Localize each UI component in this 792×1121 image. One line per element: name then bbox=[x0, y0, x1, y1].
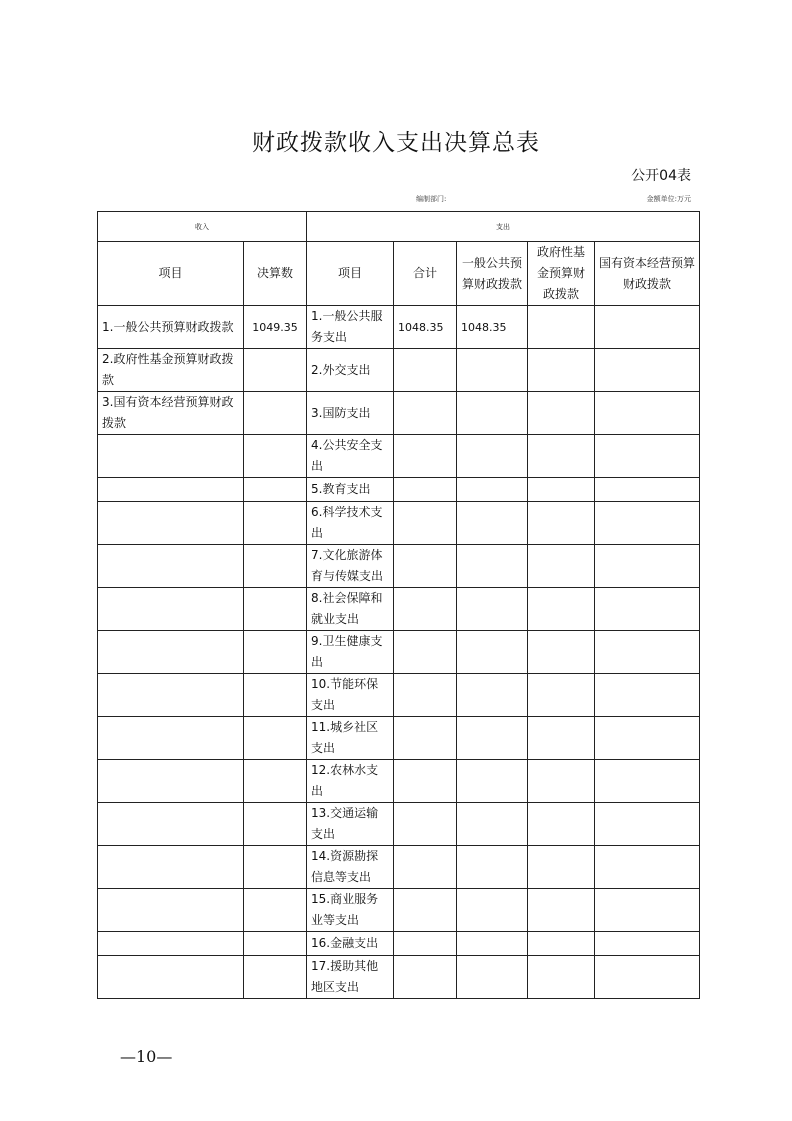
income-amount-cell bbox=[244, 803, 307, 846]
income-item-cell bbox=[98, 435, 244, 478]
state-capital-cell bbox=[595, 803, 700, 846]
total-cell: 1048.35 bbox=[394, 306, 457, 349]
total-cell bbox=[394, 889, 457, 932]
income-amount-cell bbox=[244, 478, 307, 502]
income-item-cell bbox=[98, 846, 244, 889]
table-row bbox=[98, 760, 700, 803]
income-amount-cell bbox=[244, 717, 307, 760]
total-cell bbox=[394, 502, 457, 545]
state-capital-cell bbox=[595, 545, 700, 588]
income-item-cell bbox=[98, 588, 244, 631]
gov-fund-cell bbox=[528, 478, 595, 502]
total-cell bbox=[394, 674, 457, 717]
general-budget-cell bbox=[457, 478, 528, 502]
income-amount-header: 决算数 bbox=[244, 242, 307, 306]
income-item-cell bbox=[98, 760, 244, 803]
expense-item-cell: 10.节能环保支出 bbox=[307, 674, 394, 717]
gov-fund-cell bbox=[528, 846, 595, 889]
gov-fund-cell bbox=[528, 674, 595, 717]
state-capital-cell bbox=[595, 932, 700, 956]
total-cell bbox=[394, 956, 457, 999]
expense-item-cell: 15.商业服务业等支出 bbox=[307, 889, 394, 932]
general-budget-header: 一般公共预算财政拨款 bbox=[457, 242, 528, 306]
expense-item-cell: 7.文化旅游体育与传媒支出 bbox=[307, 545, 394, 588]
income-item-cell bbox=[98, 932, 244, 956]
income-amount-cell bbox=[244, 502, 307, 545]
page-number: —10— bbox=[120, 1047, 173, 1066]
expense-item-cell: 6.科学技术支出 bbox=[307, 502, 394, 545]
state-capital-cell bbox=[595, 760, 700, 803]
income-item-cell bbox=[98, 478, 244, 502]
general-budget-cell bbox=[457, 717, 528, 760]
general-budget-cell bbox=[457, 760, 528, 803]
expense-item-header: 项目 bbox=[307, 242, 394, 306]
general-budget-cell bbox=[457, 674, 528, 717]
state-capital-cell bbox=[595, 392, 700, 435]
income-item-cell bbox=[98, 545, 244, 588]
gov-fund-cell bbox=[528, 803, 595, 846]
expense-item-cell: 16.金融支出 bbox=[307, 932, 394, 956]
state-capital-cell bbox=[595, 889, 700, 932]
income-amount-cell bbox=[244, 545, 307, 588]
general-budget-cell bbox=[457, 502, 528, 545]
expense-item-cell: 13.交通运输支出 bbox=[307, 803, 394, 846]
state-capital-cell bbox=[595, 956, 700, 999]
general-budget-cell bbox=[457, 435, 528, 478]
compiling-org-label: 编制部门: bbox=[416, 195, 447, 203]
income-item-cell bbox=[98, 889, 244, 932]
table-row bbox=[98, 392, 700, 435]
table-row bbox=[98, 674, 700, 717]
state-capital-cell bbox=[595, 435, 700, 478]
expense-item-cell: 4.公共安全支出 bbox=[307, 435, 394, 478]
state-capital-cell bbox=[595, 631, 700, 674]
income-amount-cell bbox=[244, 956, 307, 999]
expense-group-header: 支出 bbox=[307, 212, 700, 242]
income-amount-cell bbox=[244, 588, 307, 631]
gov-fund-cell bbox=[528, 717, 595, 760]
income-item-header: 项目 bbox=[98, 242, 244, 306]
table-row bbox=[98, 932, 700, 956]
income-amount-cell bbox=[244, 435, 307, 478]
income-item-cell bbox=[98, 502, 244, 545]
income-amount-cell bbox=[244, 932, 307, 956]
gov-fund-cell bbox=[528, 588, 595, 631]
page-title: 财政拨款收入支出决算总表 bbox=[252, 130, 540, 156]
state-capital-cell bbox=[595, 349, 700, 392]
income-amount-cell bbox=[244, 349, 307, 392]
state-capital-cell bbox=[595, 502, 700, 545]
table-row bbox=[98, 956, 700, 999]
gov-fund-header: 政府性基金预算财政拨款 bbox=[528, 242, 595, 306]
income-item-cell bbox=[98, 956, 244, 999]
expense-item-cell: 12.农林水支出 bbox=[307, 760, 394, 803]
table-row bbox=[98, 478, 700, 502]
general-budget-cell bbox=[457, 392, 528, 435]
gov-fund-cell bbox=[528, 956, 595, 999]
income-group-header: 收入 bbox=[98, 212, 307, 242]
total-cell bbox=[394, 631, 457, 674]
general-budget-cell bbox=[457, 889, 528, 932]
total-cell bbox=[394, 803, 457, 846]
total-cell bbox=[394, 932, 457, 956]
table-row bbox=[98, 631, 700, 674]
state-capital-cell bbox=[595, 846, 700, 889]
income-item-cell: 3.国有资本经营预算财政拨款 bbox=[98, 392, 244, 435]
total-header: 合计 bbox=[394, 242, 457, 306]
amount-unit-label: 金额单位:万元 bbox=[646, 195, 691, 203]
general-budget-cell bbox=[457, 803, 528, 846]
income-item-cell bbox=[98, 803, 244, 846]
income-amount-cell bbox=[244, 889, 307, 932]
table-row bbox=[98, 306, 700, 349]
state-capital-cell bbox=[595, 588, 700, 631]
form-number: 公开04表 bbox=[631, 168, 691, 184]
expense-item-cell: 8.社会保障和就业支出 bbox=[307, 588, 394, 631]
state-capital-cell bbox=[595, 478, 700, 502]
expense-item-cell: 9.卫生健康支出 bbox=[307, 631, 394, 674]
income-amount-cell bbox=[244, 392, 307, 435]
gov-fund-cell bbox=[528, 349, 595, 392]
budget-table bbox=[97, 211, 700, 999]
income-amount-cell bbox=[244, 674, 307, 717]
general-budget-cell bbox=[457, 545, 528, 588]
total-cell bbox=[394, 349, 457, 392]
general-budget-cell bbox=[457, 932, 528, 956]
income-item-cell bbox=[98, 674, 244, 717]
general-budget-cell bbox=[457, 588, 528, 631]
state-capital-header: 国有资本经营预算财政拨款 bbox=[595, 242, 700, 306]
expense-item-cell: 17.援助其他地区支出 bbox=[307, 956, 394, 999]
expense-item-cell: 1.一般公共服务支出 bbox=[307, 306, 394, 349]
total-cell bbox=[394, 435, 457, 478]
gov-fund-cell bbox=[528, 631, 595, 674]
gov-fund-cell bbox=[528, 760, 595, 803]
table-row bbox=[98, 435, 700, 478]
total-cell bbox=[394, 392, 457, 435]
income-amount-cell bbox=[244, 631, 307, 674]
total-cell bbox=[394, 545, 457, 588]
state-capital-cell bbox=[595, 306, 700, 349]
total-cell bbox=[394, 760, 457, 803]
general-budget-cell bbox=[457, 349, 528, 392]
general-budget-cell bbox=[457, 846, 528, 889]
table-row bbox=[98, 545, 700, 588]
expense-item-cell: 3.国防支出 bbox=[307, 392, 394, 435]
table-row bbox=[98, 502, 700, 545]
income-amount-cell bbox=[244, 846, 307, 889]
table-row bbox=[98, 349, 700, 392]
income-item-cell bbox=[98, 631, 244, 674]
general-budget-cell bbox=[457, 956, 528, 999]
gov-fund-cell bbox=[528, 306, 595, 349]
gov-fund-cell bbox=[528, 392, 595, 435]
table-row bbox=[98, 846, 700, 889]
gov-fund-cell bbox=[528, 932, 595, 956]
gov-fund-cell bbox=[528, 545, 595, 588]
general-budget-cell bbox=[457, 631, 528, 674]
table-row bbox=[98, 717, 700, 760]
income-amount-cell bbox=[244, 760, 307, 803]
table-row bbox=[98, 889, 700, 932]
income-amount-cell: 1049.35 bbox=[244, 306, 307, 349]
income-item-cell: 2.政府性基金预算财政拨款 bbox=[98, 349, 244, 392]
total-cell bbox=[394, 478, 457, 502]
expense-item-cell: 14.资源勘探信息等支出 bbox=[307, 846, 394, 889]
table-row bbox=[98, 588, 700, 631]
gov-fund-cell bbox=[528, 889, 595, 932]
general-budget-cell: 1048.35 bbox=[457, 306, 528, 349]
gov-fund-cell bbox=[528, 502, 595, 545]
gov-fund-cell bbox=[528, 435, 595, 478]
total-cell bbox=[394, 588, 457, 631]
expense-item-cell: 2.外交支出 bbox=[307, 349, 394, 392]
income-item-cell: 1.一般公共预算财政拨款 bbox=[98, 306, 244, 349]
total-cell bbox=[394, 717, 457, 760]
state-capital-cell bbox=[595, 717, 700, 760]
income-item-cell bbox=[98, 717, 244, 760]
expense-item-cell: 5.教育支出 bbox=[307, 478, 394, 502]
total-cell bbox=[394, 846, 457, 889]
expense-item-cell: 11.城乡社区支出 bbox=[307, 717, 394, 760]
state-capital-cell bbox=[595, 674, 700, 717]
table-row bbox=[98, 803, 700, 846]
